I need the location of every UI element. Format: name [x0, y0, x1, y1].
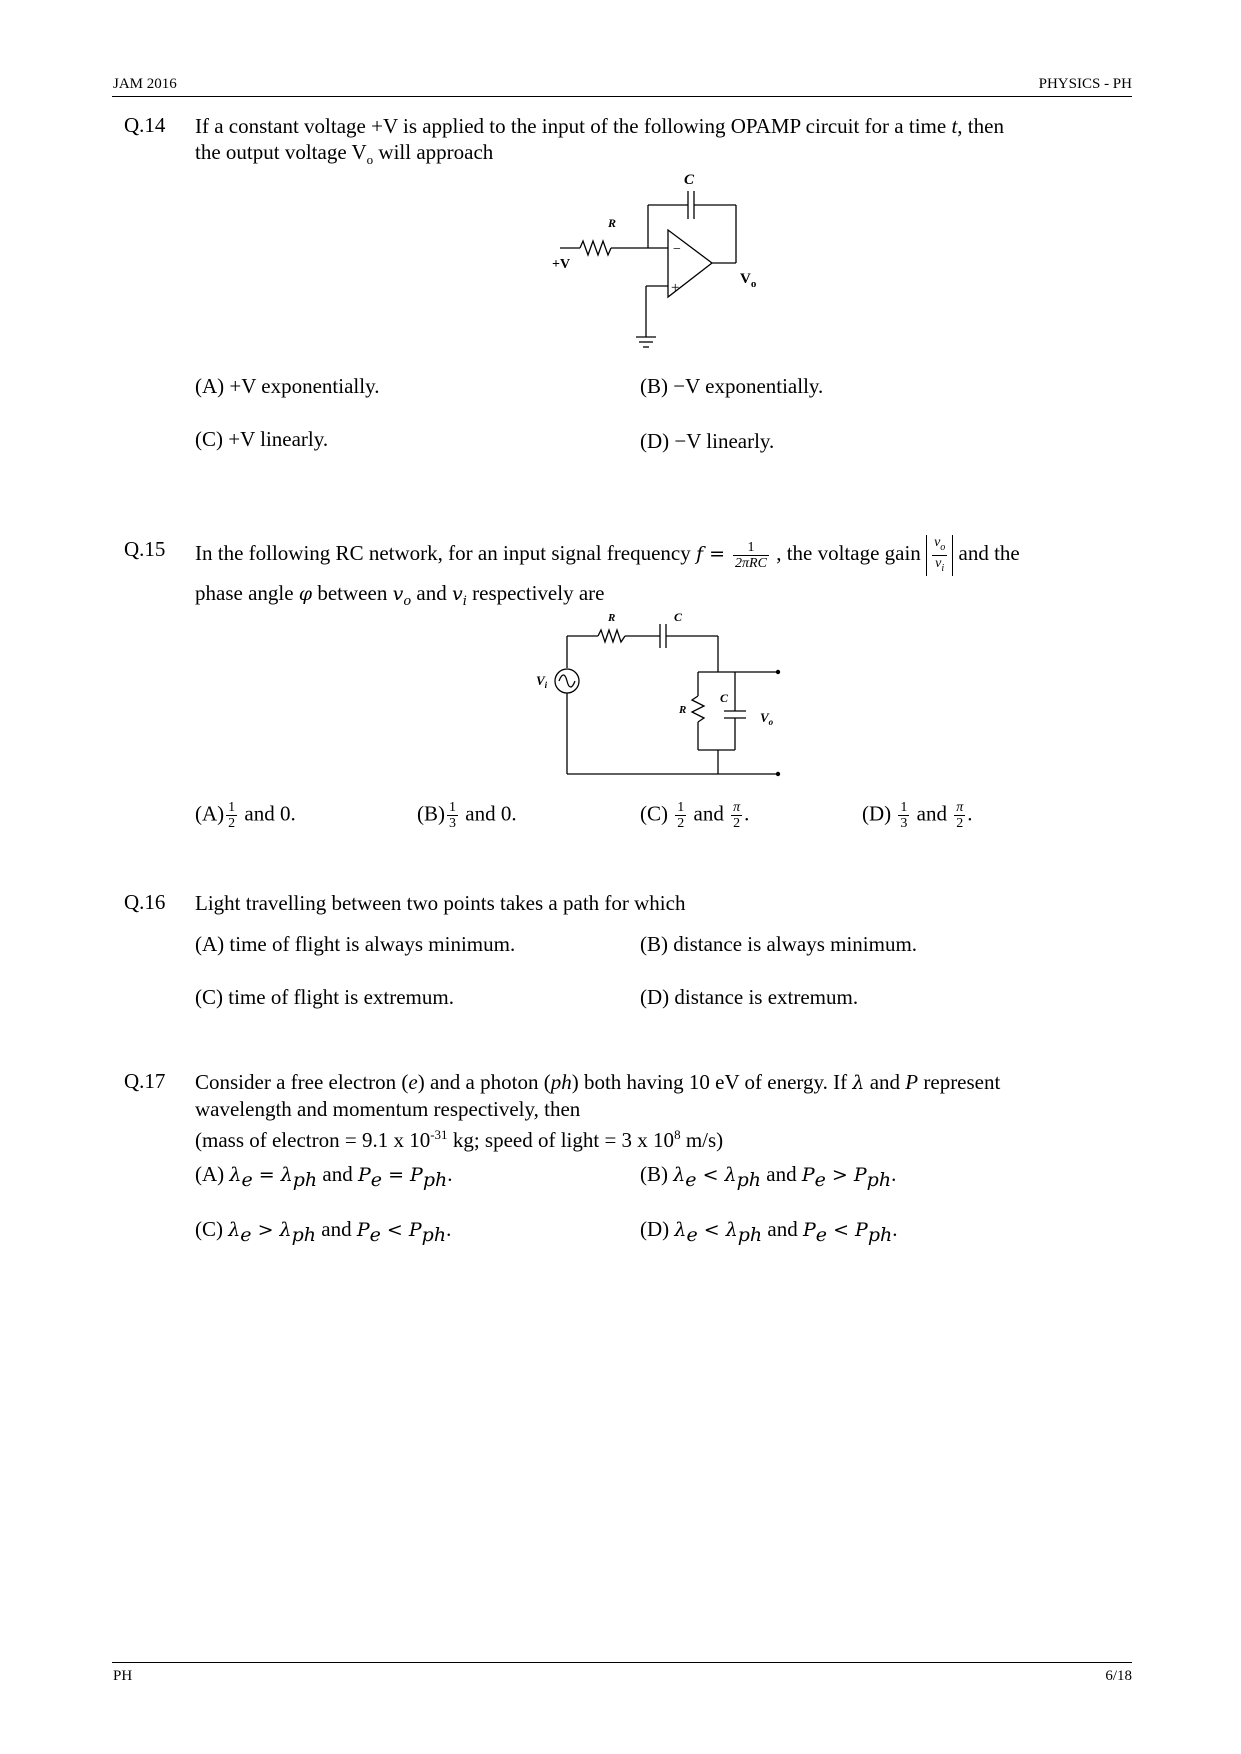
- q14-option-b[interactable]: (B) −V exponentially.: [640, 374, 824, 398]
- q14-output-label: $V_o$: [740, 271, 757, 290]
- footer-left: PH: [113, 1668, 133, 1684]
- q17-option-c[interactable]: (C) $\lambda_e > \lambda_{ph}$ and $P_e < P_{ph}$.: [195, 1217, 452, 1247]
- header-right: PHYSICS - PH: [1038, 76, 1132, 92]
- q14-option-d[interactable]: (D) −V linearly.: [640, 429, 775, 453]
- q17-number: Q.17: [124, 1069, 166, 1093]
- q14-plus-sign: +: [671, 280, 680, 296]
- q14-option-a[interactable]: (A) +V exponentially.: [195, 374, 380, 398]
- q17-option-b[interactable]: (B) $\lambda_e < \lambda_{ph}$ and $P_e > P_{ph}$.: [640, 1162, 897, 1192]
- q15-text-line1: In the following RC network, for an input signal frequency f = $\frac{1}{\text{2πRC}}$ , the voltage gain $\frac{v_o}{v_i}$ and the: [195, 535, 1020, 574]
- q15-text-line2: phase angle φ between $v_o$ and $v_i$ respectively are: [195, 581, 605, 610]
- q14-resistor-label: R: [608, 216, 617, 230]
- q16-option-d[interactable]: (D) distance is extremum.: [640, 985, 859, 1009]
- q15-option-c[interactable]: (C) $\frac{1}{2}$ and $\frac{\pi}{2}$ .: [640, 800, 750, 831]
- q17-option-d[interactable]: (D) $\lambda_e < \lambda_{ph}$ and $P_e < P_{ph}$.: [640, 1217, 898, 1247]
- q14-text: If a constant voltage +V is applied to the input of the following OPAMP circuit for a time t, then the output voltage $V_o$ will approach: [195, 114, 1004, 168]
- header-left: JAM 2016: [113, 76, 177, 92]
- q16-text: Light travelling between two points takes a path for which: [195, 891, 686, 915]
- q14-input-label: +V: [552, 257, 571, 272]
- q16-option-c[interactable]: (C) time of flight is extremum.: [195, 985, 454, 1009]
- q17-option-a[interactable]: (A) $\lambda_e = \lambda_{ph}$ and $P_e = P_{ph}$.: [195, 1162, 453, 1192]
- q14-opamp-circuit: [540, 165, 760, 365]
- q16-option-a[interactable]: (A) time of flight is always minimum.: [195, 932, 516, 956]
- q16-option-b[interactable]: (B) distance is always minimum.: [640, 932, 918, 956]
- q14-capacitor-label: C: [684, 172, 695, 188]
- q15-top-capacitor-label: C: [674, 610, 683, 624]
- q15-output-label: $V_o$: [760, 710, 774, 727]
- page-number: 6/18: [1105, 1668, 1132, 1684]
- q14-option-c[interactable]: (C) +V linearly.: [195, 427, 329, 451]
- q14-minus-sign: −: [673, 242, 681, 257]
- q15-rc-network-circuit: [530, 612, 790, 782]
- q15-option-b[interactable]: (B) $\frac{1}{3}$ and 0.: [417, 800, 517, 831]
- q15-shunt-resistor-label: R: [679, 704, 687, 716]
- q14-number: Q.14: [124, 113, 166, 137]
- q15-shunt-capacitor-label: C: [720, 691, 729, 705]
- footer-rule: [112, 1662, 1132, 1663]
- header-rule: [112, 96, 1132, 97]
- q15-option-d[interactable]: (D) $\frac{1}{3}$ and $\frac{\pi}{2}$ .: [862, 800, 973, 831]
- q15-top-resistor-label: R: [608, 612, 616, 624]
- q15-source-label: $V_i$: [536, 673, 548, 690]
- q15-option-a[interactable]: (A) $\frac{1}{2}$ and 0.: [195, 800, 296, 831]
- q17-text: Consider a free electron (e) and a photon (ph) both having 10 eV of energy. If λ and P represent wavelength and momentum respectively, then (mass of electron = 9.1 x $10^{-31}$ kg; speed of light = 3 x $10^8$ m/s): [195, 1070, 1001, 1152]
- q15-number: Q.15: [124, 537, 166, 561]
- q16-number: Q.16: [124, 890, 166, 914]
